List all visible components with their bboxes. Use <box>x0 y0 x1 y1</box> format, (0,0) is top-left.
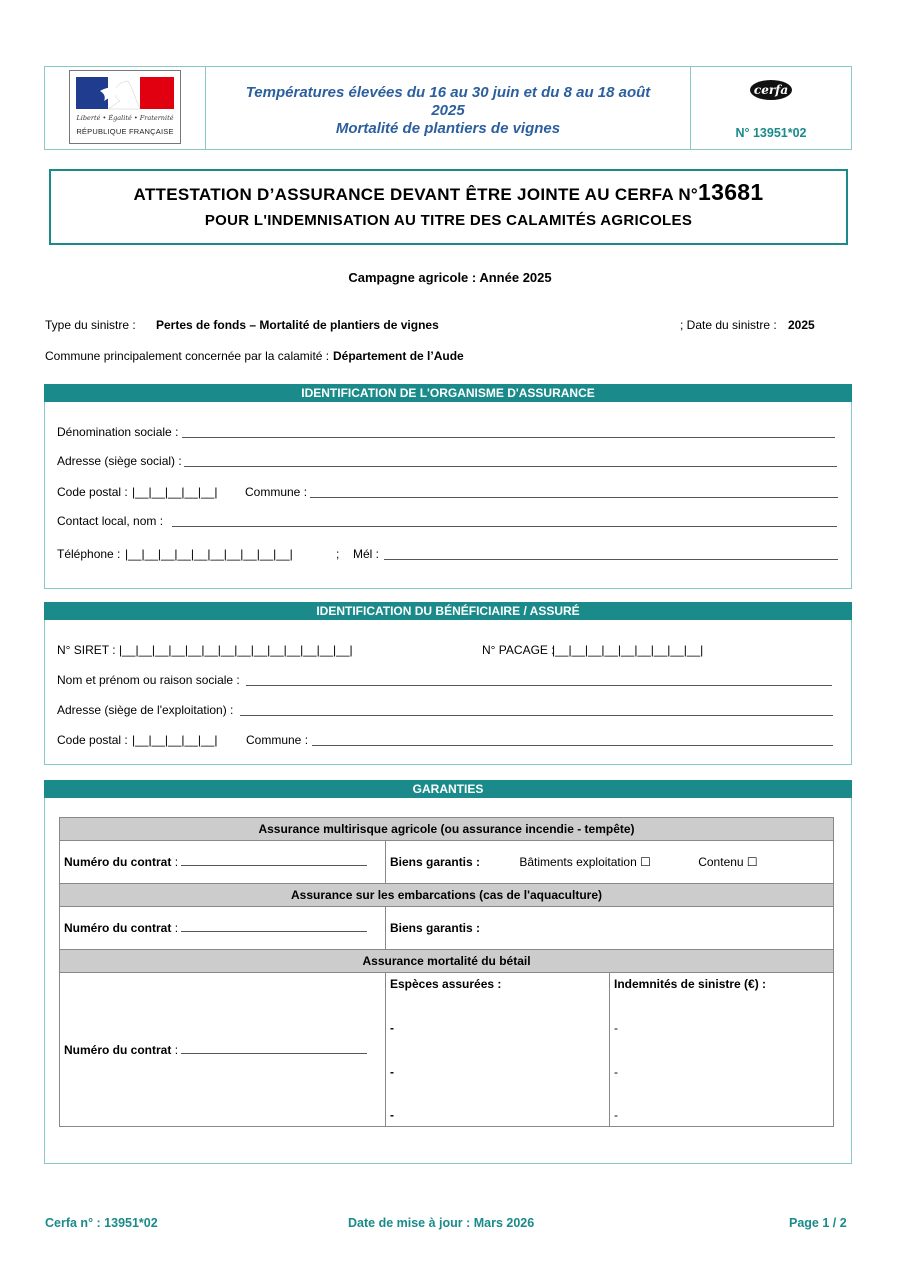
denomination-field[interactable] <box>182 437 835 438</box>
colon: : <box>174 855 179 869</box>
indemnites-label: Indemnités de sinistre (€) : <box>614 977 767 991</box>
campagne: Campagne agricole : Année 2025 <box>348 270 552 285</box>
code-postal-label: Code postal : <box>57 485 128 499</box>
telephone-field[interactable]: |__|__|__|__|__|__|__|__|__|__| <box>125 547 293 561</box>
pacage-field[interactable]: |__|__|__|__|__|__|__|__|__| <box>552 643 704 657</box>
marianne-flag-icon <box>70 71 180 113</box>
batiments-checkbox[interactable]: Bâtiments exploitation ☐ <box>519 855 651 869</box>
telephone-separator: ; <box>336 547 340 561</box>
title-line1-text: ATTESTATION D’ASSURANCE DEVANT ÊTRE JOINTE AU CERFA N° <box>133 185 699 204</box>
indemnites-cell <box>610 973 834 1127</box>
siret-label: N° SIRET : <box>57 643 116 657</box>
footer-cerfa: Cerfa n° : 13951*02 <box>45 1216 158 1230</box>
header-title-line3: Mortalité de plantiers de vignes <box>335 120 561 137</box>
indemnites-dash-1[interactable]: - <box>614 1021 618 1035</box>
footer-page: Page 1 / 2 <box>789 1216 847 1230</box>
commune-org-label: Commune : <box>245 485 308 499</box>
adresse-label: Adresse (siège social) : <box>57 454 182 468</box>
commune-value: Département de l’Aude <box>333 349 464 363</box>
multirisque-contract-label: Numéro du contrat <box>64 855 172 869</box>
commune-benef-field[interactable] <box>312 745 833 746</box>
contact-field[interactable] <box>172 526 837 527</box>
adresse-exploitation-label: Adresse (siège de l'exploitation) : <box>57 703 234 717</box>
mel-label: Mél : <box>353 547 380 561</box>
especes-cell <box>386 973 610 1127</box>
contact-label: Contact local, nom : <box>57 514 164 528</box>
date-sinistre-label: ; Date du sinistre : <box>680 318 777 332</box>
multirisque-contract-field[interactable] <box>181 855 367 866</box>
embarcations-heading: Assurance sur les embarcations (cas de l'aquaculture) <box>60 884 834 907</box>
especes-dash-3[interactable]: - <box>390 1108 394 1122</box>
cerfa-logo-icon: cerfa <box>750 80 792 100</box>
date-sinistre-value: 2025 <box>788 318 815 332</box>
multirisque-biens-cell <box>386 841 834 884</box>
attestation-title <box>49 169 848 245</box>
title-line2: POUR L'INDEMNISATION AU TITRE DES CALAMITÉS AGRICOLES <box>204 212 693 229</box>
code-postal-benef-field[interactable]: |__|__|__|__|__| <box>132 733 218 747</box>
pacage-label: N° PACAGE : <box>482 643 555 657</box>
garanties-header: GARANTIES <box>44 780 852 798</box>
embarcations-contract-field[interactable] <box>181 921 367 932</box>
colon: : <box>174 921 179 935</box>
code-postal-field[interactable]: |__|__|__|__|__| <box>132 485 218 499</box>
header-title-line2: 2025 <box>431 102 465 119</box>
betail-contract-cell <box>60 973 386 1127</box>
telephone-label: Téléphone : <box>57 547 121 561</box>
commune-org-field[interactable] <box>310 497 838 498</box>
betail-contract-label: Numéro du contrat <box>64 1042 172 1057</box>
mel-field[interactable] <box>384 559 838 560</box>
header-title <box>206 84 690 138</box>
adresse-exploitation-field[interactable] <box>240 715 833 716</box>
especes-dash-1[interactable]: - <box>390 1021 394 1035</box>
logo-republique: RÉPUBLIQUE FRANÇAISE <box>76 127 174 136</box>
beneficiaire-header: IDENTIFICATION DU BÉNÉFICIAIRE / ASSURÉ <box>44 602 852 620</box>
code-postal-benef-label: Code postal : <box>57 733 128 747</box>
colon: : <box>174 1042 179 1057</box>
embarcations-contract-label: Numéro du contrat <box>64 921 172 935</box>
header-title-line1: Températures élevées du 16 au 30 juin et du 8 au 18 août <box>245 84 651 101</box>
multirisque-heading: Assurance multirisque agricole (ou assurance incendie - tempête) <box>60 818 834 841</box>
embarcations-biens-cell <box>386 907 834 950</box>
especes-label: Espèces assurées : <box>390 977 502 991</box>
multirisque-contract-cell <box>60 841 386 884</box>
type-sinistre-label: Type du sinistre : <box>45 318 136 332</box>
especes-dash-2[interactable]: - <box>390 1065 394 1079</box>
betail-contract-field[interactable] <box>181 1043 367 1054</box>
marianne-logo <box>69 70 181 144</box>
title-line1 <box>51 179 846 206</box>
garanties-table <box>59 817 834 1127</box>
logo-motto: Liberté • Égalité • Fraternité <box>76 114 174 122</box>
embarcations-contract-cell <box>60 907 386 950</box>
type-sinistre-value: Pertes de fonds – Mortalité de plantiers de vignes <box>156 318 439 332</box>
indemnites-dash-2[interactable]: - <box>614 1065 618 1079</box>
organisme-header: IDENTIFICATION DE L'ORGANISME D'ASSURANCE <box>44 384 852 402</box>
commune-benef-label: Commune : <box>246 733 309 747</box>
footer-date: Date de mise à jour : Mars 2026 <box>348 1216 535 1230</box>
title-cerfa-number: 13681 <box>698 179 764 205</box>
nom-field[interactable] <box>246 685 832 686</box>
siret-field[interactable]: |__|__|__|__|__|__|__|__|__|__|__|__|__|__| <box>119 643 353 657</box>
nom-label: Nom et prénom ou raison sociale : <box>57 673 240 687</box>
indemnites-dash-3[interactable]: - <box>614 1108 618 1122</box>
adresse-field[interactable] <box>184 466 837 467</box>
embarcations-biens-label: Biens garantis : <box>390 921 481 935</box>
contenu-checkbox[interactable]: Contenu ☐ <box>698 855 758 869</box>
commune-label: Commune principalement concernée par la calamité : <box>45 349 330 363</box>
cerfa-number: N° 13951*02 <box>735 126 807 140</box>
betail-heading: Assurance mortalité du bétail <box>60 950 834 973</box>
multirisque-biens-label: Biens garantis : <box>390 855 481 869</box>
denomination-label: Dénomination sociale : <box>57 425 179 439</box>
marianne-logo-cell <box>44 66 206 150</box>
